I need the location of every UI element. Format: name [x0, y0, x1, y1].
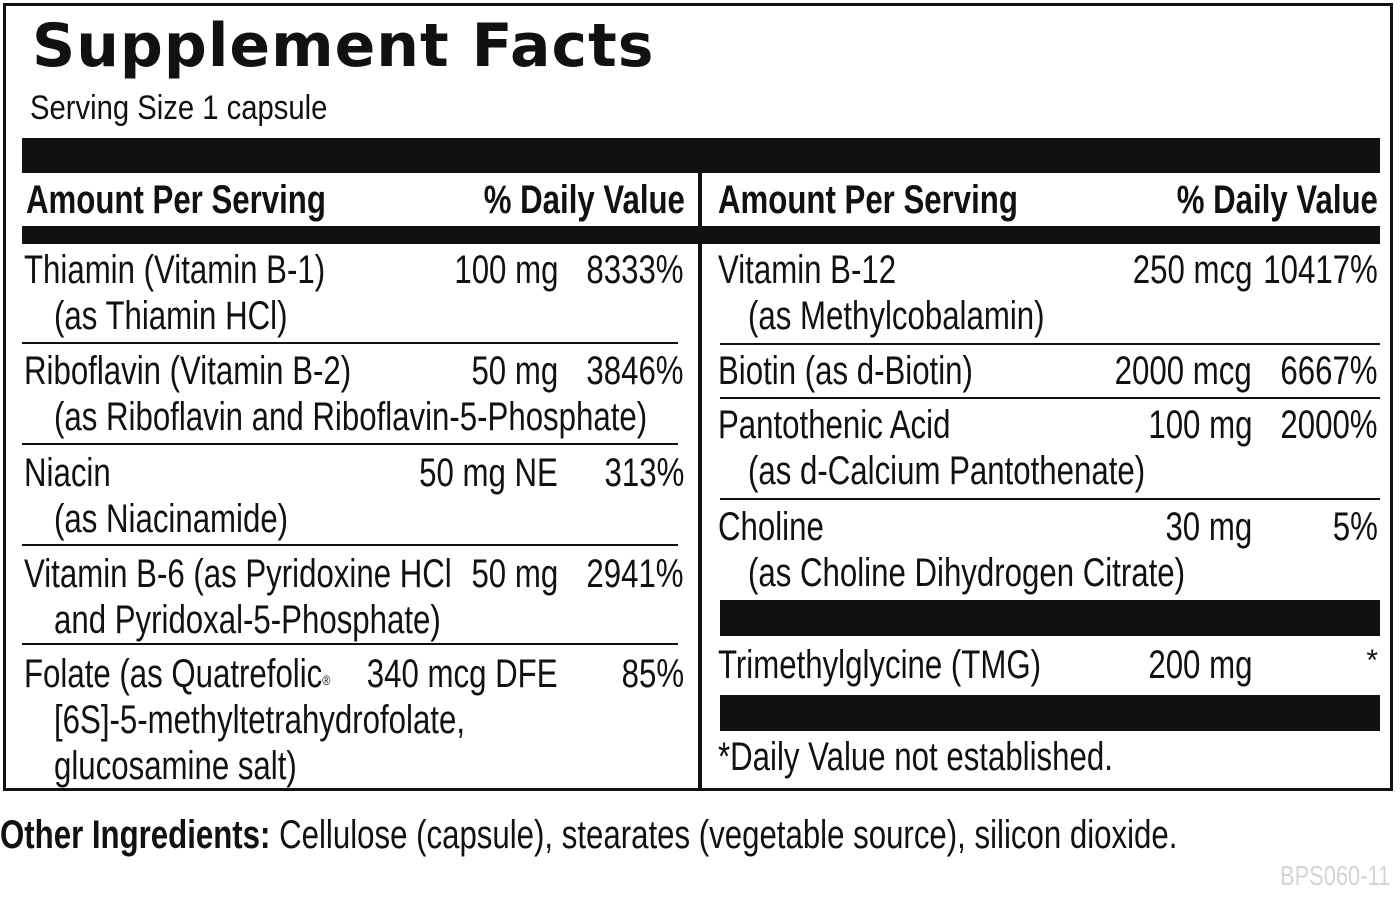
nutrient-name: Choline	[718, 505, 824, 549]
left-header-bar	[22, 226, 698, 244]
row-divider	[22, 643, 678, 645]
nutrient-dv: 6667%	[1280, 349, 1378, 393]
row-divider	[720, 397, 1380, 399]
row-divider	[22, 443, 678, 445]
right-header-amount: Amount Per Serving	[718, 178, 1018, 222]
nutrient-amount: 2000 mcg	[1114, 349, 1252, 393]
row-divider	[22, 342, 678, 344]
nutrient-source: [6S]-5-methyltetrahydrofolate,	[54, 698, 465, 742]
left-header-amount: Amount Per Serving	[26, 178, 326, 222]
nutrient-name: Trimethylglycine (TMG)	[718, 643, 1042, 687]
nutrient-name: Folate (as Quatrefolic	[24, 652, 323, 696]
other-ingredients-text: Cellulose (capsule), stearates (vegetable source), silicon dioxide.	[270, 813, 1178, 857]
nutrient-name: Thiamin (Vitamin B-1)	[24, 248, 326, 292]
nutrient-dv: 2941%	[586, 552, 684, 596]
registered-mark: ®	[322, 672, 331, 688]
row-divider	[720, 343, 1380, 345]
nutrient-amount: 50 mg NE	[419, 451, 558, 495]
nutrient-dv: 85%	[621, 652, 684, 696]
serving-size: Serving Size 1 capsule	[30, 89, 328, 127]
nutrient-dv: 3846%	[586, 349, 684, 393]
nutrient-dv: 10417%	[1263, 248, 1378, 292]
right-header-dv: % Daily Value	[1176, 178, 1378, 222]
nutrient-amount: 100 mg	[1147, 403, 1252, 447]
nutrient-amount: 340 mcg DFE	[367, 652, 558, 696]
row-divider	[22, 544, 678, 546]
nutrient-source: (as Choline Dihydrogen Citrate)	[748, 551, 1186, 595]
nutrient-name: Riboflavin (Vitamin B-2)	[24, 349, 352, 393]
product-code: BPS060-11	[1279, 860, 1390, 891]
nutrient-dv: 5%	[1332, 505, 1378, 549]
row-divider	[720, 498, 1380, 500]
right-header-bar	[702, 226, 1380, 244]
panel-title: Supplement Facts	[32, 11, 655, 81]
nutrient-amount: 50 mg	[471, 552, 558, 596]
other-ingredients-label: Other Ingredients:	[0, 813, 271, 857]
nutrient-dv: *	[1366, 644, 1378, 677]
nutrient-source: (as Niacinamide)	[54, 497, 289, 541]
column-divider	[698, 173, 702, 791]
nutrient-name: Vitamin B-6 (as Pyridoxine HCl	[24, 552, 452, 596]
nutrient-amount: 200 mg	[1147, 643, 1252, 687]
nutrient-name: Niacin	[24, 451, 111, 495]
daily-value-footnote: *Daily Value not established.	[718, 735, 1113, 779]
nutrient-name: Pantothenic Acid	[718, 403, 951, 447]
top-thick-bar	[22, 138, 1380, 173]
other-ingredients	[0, 812, 1400, 858]
nutrient-amount: 50 mg	[471, 349, 558, 393]
section-bar	[720, 695, 1380, 731]
left-header-dv: % Daily Value	[483, 178, 685, 222]
nutrient-dv: 2000%	[1280, 403, 1378, 447]
section-bar	[720, 600, 1380, 636]
nutrient-amount: 100 mg	[453, 248, 558, 292]
nutrient-amount: 250 mcg	[1132, 248, 1252, 292]
nutrient-name: Biotin (as d-Biotin)	[718, 349, 973, 393]
nutrient-name: Vitamin B-12	[718, 248, 897, 292]
nutrient-amount: 30 mg	[1165, 505, 1252, 549]
nutrient-dv: 313%	[604, 451, 684, 495]
nutrient-source: (as Methylcobalamin)	[748, 294, 1045, 338]
nutrient-source-cont: glucosamine salt)	[54, 744, 297, 788]
nutrient-source: (as Thiamin HCl)	[54, 294, 288, 338]
nutrient-dv: 8333%	[586, 248, 684, 292]
nutrient-source: (as Riboflavin and Riboflavin-5-Phosphate)	[54, 395, 648, 439]
nutrient-source: and Pyridoxal-5-Phosphate)	[54, 598, 441, 642]
nutrient-source: (as d-Calcium Pantothenate)	[748, 449, 1146, 493]
